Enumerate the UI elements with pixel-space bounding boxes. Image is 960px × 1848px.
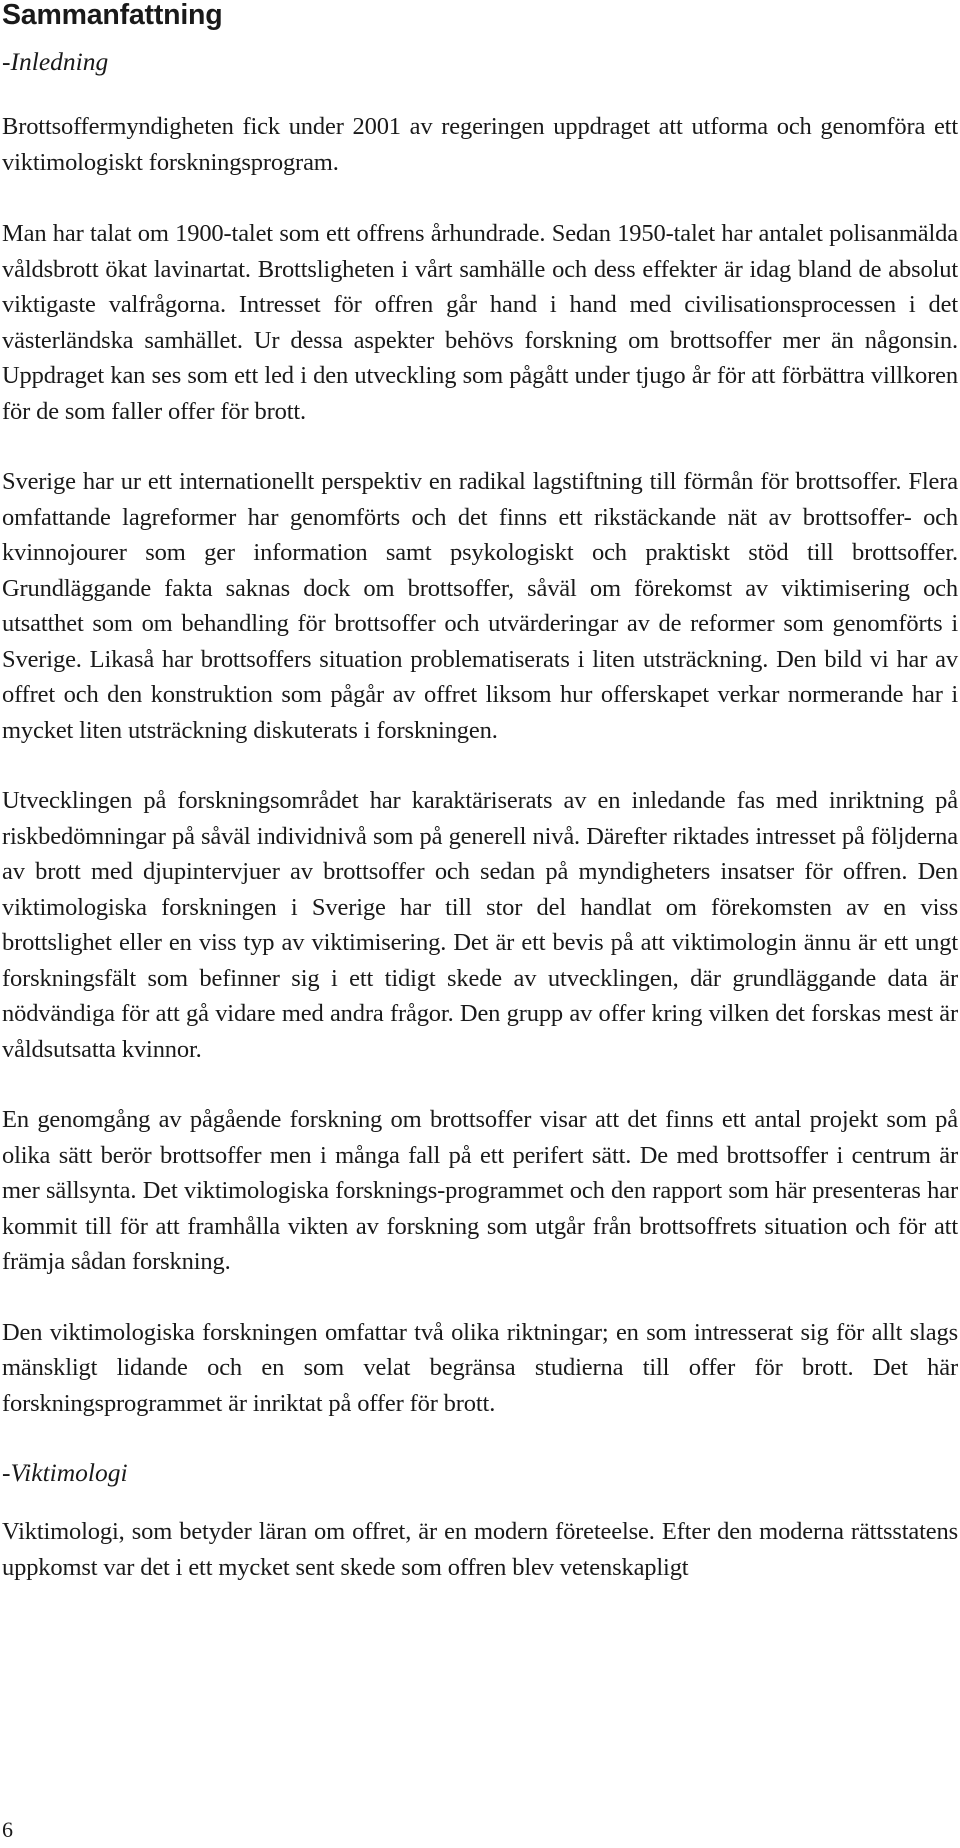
- page-title: Sammanfattning: [2, 0, 223, 31]
- paragraph: En genomgång av pågående forskning om brottsoffer visar att det finns ett antal projekt som på olika sätt berör brottsoffer men i många fall på ett perifert sätt. De med brottsoffer i centrum är mer sällsynta. Det viktimologiska forsknings-programmet och den rapport som här presenteras har kommit till för att framhålla vikten av forskning som utgår från brottsoffrets situation och för att främja sådan forskning.: [2, 1106, 958, 1275]
- paragraph: Brottsoffermyndigheten fick under 2001 av regeringen uppdraget att utforma och genomföra ett viktimologiskt forskningsprogram.: [2, 113, 958, 176]
- paragraph: Man har talat om 1900-talet som ett offrens århundrade. Sedan 1950-talet har antalet polisanmälda våldsbrott ökat lavinartat. Brottsligheten i vårt samhälle och dess effekter är idag bland de absolut viktigaste valfrågorna. Intresset för offren går hand i hand med civilisationsprocessen i det västerländska samhället. Ur dessa aspekter behövs forskning om brottsoffer mer än någonsin. Uppdraget kan ses som ett led i den utveckling som pågått under tjugo år för att förbättra villkoren för de som faller offer för brott.: [2, 220, 958, 425]
- section-heading-inledning: -Inledning: [2, 47, 109, 76]
- page-number: 6: [2, 1817, 13, 1842]
- paragraph: Viktimologi, som betyder läran om offret, är en modern företeelse. Efter den moderna rättsstatens uppkomst var det i ett mycket sent skede som offren blev vetenskapligt: [2, 1518, 958, 1581]
- paragraph: Den viktimologiska forskningen omfattar två olika riktningar; en som intresserat sig för allt slags mänskligt lidande och en som velat begränsa studierna till offer för brott. Det här forskningsprogrammet är inriktat på offer för brott.: [2, 1318, 958, 1417]
- paragraph: Utvecklingen på forskningsområdet har karaktäriserats av en inledande fas med inriktning på riskbedömningar på såväl individnivå som på generell nivå. Därefter riktades intresset på följderna av brott med djupintervjuer av brottsoffer och sedan på myndigheters insatser för offren. Den viktimologiska forskningen i Sverige har till stor del handlat om förekomsten av en viss brottslighet eller en viss typ av viktimisering. Det är ett bevis på att viktimologin ännu är ett ungt forskningsfält som befinner sig i ett tidigt skede av utvecklingen, där grundläggande data är nödvändiga för att gå vidare med andra frågor. Den grupp av offer kring vilken det forskas mest är våldsutsatta kvinnor.: [2, 787, 958, 1063]
- section-heading-viktimologi: -Viktimologi: [2, 1458, 128, 1487]
- paragraph: Sverige har ur ett internationellt perspektiv en radikal lagstiftning till förmån för brottsoffer. Flera omfattande lagreformer har genomförts och det finns ett rikstäckande nät av brottsoffer- och kvinnojourer som ger information samt psykologiskt och praktiskt stöd till brottsoffer. Grundläggande fakta saknas dock om brottsoffer, såväl om förekomst av viktimisering och utsatthet som om behandling för brottsoffer och utvärderingar av de reformer som genomförts i Sverige. Likaså har brottsoffers situation problematiserats i liten utsträckning. Den bild vi har av offret och den konstruktion som pågår av offret liksom hur offerskapet verkar normerande har i mycket liten utsträckning diskuterats i forskningen.: [2, 468, 958, 744]
